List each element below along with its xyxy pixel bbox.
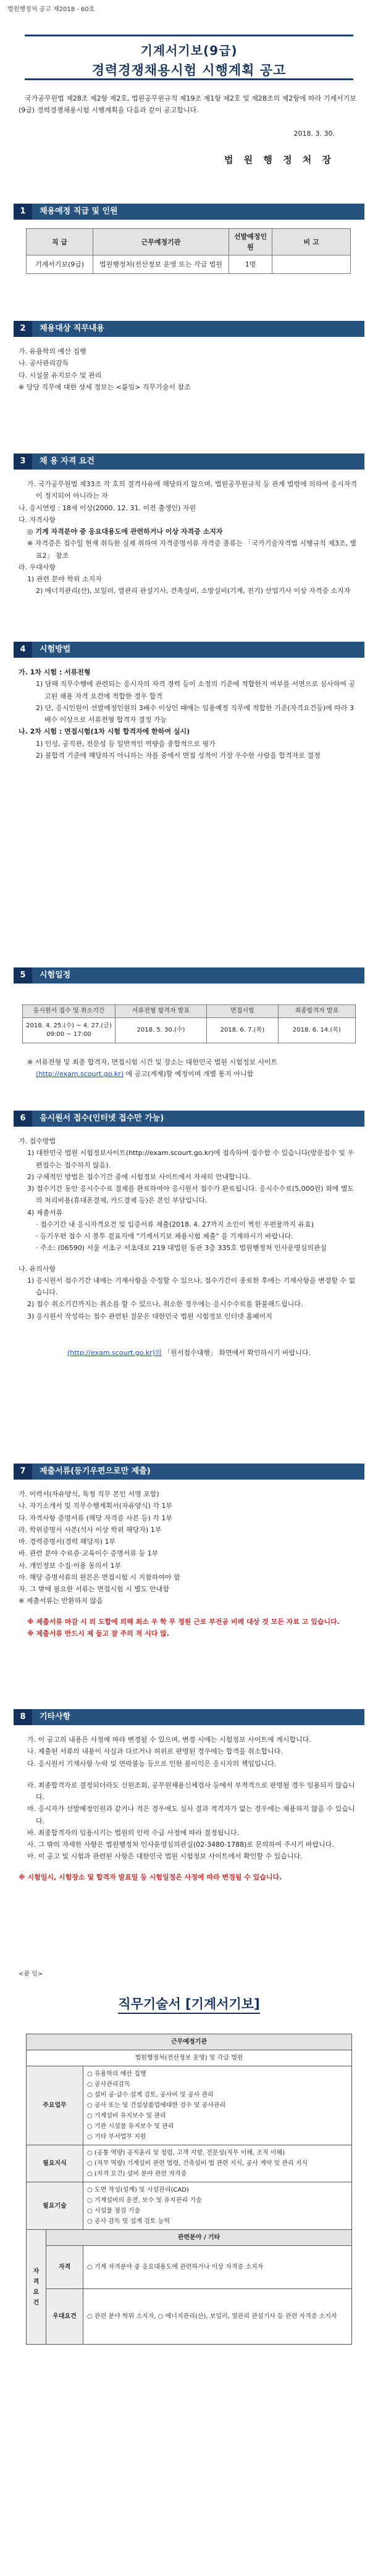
- col-header: 비 고: [272, 229, 351, 255]
- col-header: 면접시험: [206, 1005, 278, 1018]
- section-6-body: [19, 1135, 359, 1359]
- section-title: 제출서류(등기우편으로만 제출): [40, 1466, 151, 1476]
- cell-doc-result: 2018. 5. 30.(수): [116, 1018, 207, 1043]
- section-5-header: [14, 967, 364, 984]
- list-item: 바. 관련 분야 수료증·교육이수 증명서류 등 1부: [19, 1549, 159, 1558]
- list-item: 마. 응시자가 선발예정인원과 같거나 적은 경우에도 심사 결과 적격자가 없는 경우에는 채용하지 않을 수 있습니다.: [27, 1805, 355, 1825]
- list-item: 2) 단, 응시인원이 선발예정인원의 3배수 이상인 때에는 임용예정 직무에 적합한 기준(자격요건등)에 따라 3배수 이상으로 서류전형 합격자 결정 가능: [36, 703, 354, 724]
- exam-site-link[interactable]: (http://exam.scourt.go.kr): [36, 1070, 124, 1079]
- row-line: ○ 공사 감독 및 설계 검토 능력: [87, 2218, 170, 2225]
- section-number: 2: [14, 321, 32, 337]
- row-content: ○ 기계 자격분야 중 응요대용도에 관련하거나 이상 자격증 소지자: [83, 2246, 352, 2289]
- list-item: 마. 경력증명서(경력 해당자) 1부: [19, 1538, 116, 1546]
- warning-note: ※ 제출서류 마감 시 의 도합에 의해 최소 우 학 무 정원 근로 부전공 비례 대상 것 모든 자료 고 있습니다.: [27, 1617, 340, 1626]
- row-label: 주요업무: [27, 2066, 83, 2145]
- list-item: 나. 자기소개서 및 직무수행계획서(자유양식) 각 1부: [19, 1502, 173, 1510]
- list-item: 가. 이 공고의 내용은 사정에 따라 변경될 수 있으며, 변경 시에는 시험정보 사이트에 게시합니다.: [27, 1736, 311, 1744]
- row-line: ○ 기계설비의 운전, 보수 및 유지관리 기술: [87, 2197, 202, 2204]
- row-label: 자격: [46, 2246, 83, 2289]
- list-item: 2) 구체적인 방법은 접수기간 중에 시험정보 사이트에서 자세히 안내합니다.: [27, 1172, 251, 1181]
- list-item: 다. 자격사항: [19, 515, 56, 524]
- section-4-header: [14, 642, 364, 658]
- row-line: ○ 유용학의 예산 집행: [87, 2071, 146, 2077]
- jobdesc-org: 법원행정처(전산정보 운영) 및 각급 법원: [27, 2050, 352, 2066]
- section-6-header: [14, 1111, 364, 1127]
- list-item: 2) 접수 취소기간까지는 취소를 할 수 있으나, 취소한 경우에는 응시수수료를 환불해드립니다.: [27, 1300, 303, 1309]
- row-content: [83, 2066, 352, 2145]
- section-title: 시험방법: [40, 644, 71, 654]
- notice-title-box: [25, 35, 353, 80]
- signer: 법 원 행 정 처 장: [224, 154, 335, 165]
- exam-site-link[interactable]: (http://exam.scourt.go.kr)의: [67, 1348, 162, 1357]
- col-header: 선발예정인원: [229, 229, 272, 255]
- section-3-body: [19, 478, 359, 597]
- position-table: [26, 228, 351, 274]
- note-text: 에 공고(게재)할 예정이며 개별 통지 아니함: [125, 1070, 254, 1079]
- intro-text: 국가공무원법 제28조 제2항 제2호, 법원공무원규칙 제19조 제1항 제2호 및 제28조의 제2항에 따라 기계서기보(9급) 경력경쟁채용시험 시행계획을 다음과 같이 공고합니다.: [19, 94, 356, 115]
- list-item: 나. 공사관리감독: [19, 359, 69, 368]
- list-item: 가. 유용학의 예산 집행: [19, 347, 86, 355]
- section-8-header: [14, 1709, 364, 1725]
- list-item: 라. 우대사항: [19, 563, 56, 571]
- section-4-body: [19, 666, 359, 761]
- list-item: · 등기우편 접수 시 봉투 겉표지에 "기계서기보 채용시험 제출" 을 기재하시기 바랍니다.: [36, 1232, 293, 1240]
- section-number: 1: [14, 204, 32, 220]
- jobdesc-title: [0, 1994, 378, 2015]
- cell-final-result: 2018. 6. 14.(목): [278, 1018, 355, 1043]
- row-line: ○ 기관 시설물 유지보수 및 관리: [87, 2123, 174, 2130]
- cell-apply-period: 2018. 4. 25.(수) ~ 4. 27.(금) 09:00 ~ 17:00: [23, 1018, 116, 1043]
- attachment-label: <붙 임>: [19, 1971, 43, 1978]
- cell-org: 법원행정처(전산정보 운영 또는 각급 법원: [93, 255, 229, 274]
- row-line: ○ 도면 작성(설계) 및 시설관리(CAD): [87, 2187, 189, 2193]
- note-text: ※ 서류전형 및 최종 합격자, 면접시험 시간 및 장소는 대한민국 법원 시험정보 사이트: [27, 1058, 278, 1066]
- row-content: [83, 2145, 352, 2182]
- section-number: 8: [14, 1709, 32, 1725]
- warning-note: ※ 제출서류 반드시 제 들고 잘 주의 적 시다 않.: [27, 1629, 169, 1638]
- cell-grade: 기계서기보(9급): [27, 255, 93, 274]
- list-item: 가. 1차 시험 : 서류전형: [19, 668, 91, 676]
- list-item: 4) 제출서류: [27, 1208, 63, 1217]
- list-item: 아. 해당 증명서류의 원본은 면접시험 시 지참하여야 함: [19, 1573, 180, 1581]
- schedule-table: [22, 1004, 356, 1043]
- list-item: 1) 응시원서 접수기간 내에는 기재사항을 수정할 수 있으나, 접수기간이 종료한 후에는 기재사항을 변경할 수 없습니다.: [27, 1276, 356, 1296]
- section-1-header: [14, 204, 364, 220]
- section-title: 채용예정 직급 및 인원: [40, 206, 118, 216]
- list-item: 가. 접수방법: [19, 1137, 56, 1145]
- row-line: ○ 설비 공·급수 설계 검토, 공사비 및 공사 관리: [87, 2092, 214, 2098]
- section-2-header: [14, 321, 364, 337]
- list-item: 3) 응시원서 작성하는 접수 관련된 질문은 대한민국 법원 시험정보 인터넷 홈페이지: [27, 1312, 272, 1320]
- list-item: 다. 시설물 유지보수 및 관리: [19, 371, 102, 379]
- col-header: 응시원서 접수 및 취소기간: [23, 1005, 116, 1018]
- list-item: 나. 유의사항: [19, 1264, 56, 1273]
- section-title: 시험일정: [40, 970, 71, 980]
- list-item: 라. 최종합격자로 결정되더라도 신원조회, 공무원채용신체검사 등에서 부적격으로 판명될 경우 임용되지 않습니다.: [27, 1781, 355, 1801]
- list-item: 다. 자격사항 증명서류 (해당 자격증 사본 등) 각 1부: [19, 1514, 172, 1522]
- row-line: ○ (직무 역량) 기계설비 관련 법령, 건축설비 법 관련 지식, 공사 계약 및 관리 지식: [87, 2160, 308, 2167]
- list-item: · 접수기간 내 응시자격요건 및 입증서류 제출(2018. 4. 27까지 소인이 찍힌 우편물까지 유효): [36, 1220, 314, 1228]
- title-line2: 경력경쟁채용시험 시행계획 공고: [91, 63, 287, 78]
- list-item: 1) 관련 분야 학위 소지자: [27, 575, 102, 583]
- title-line1: 기계서기보(9급): [140, 43, 238, 58]
- list-item: 바. 최종합격자의 임용시기는 법원의 인력 수급 사정에 따라 결정됩니다.: [27, 1828, 240, 1837]
- section-number: 4: [14, 642, 32, 658]
- section-7-body: [19, 1488, 359, 1639]
- row-label: 필요기술: [27, 2182, 83, 2230]
- jobdesc-table: [26, 2034, 352, 2345]
- section-number: 7: [14, 1464, 32, 1480]
- row-label: 우대요건: [46, 2289, 83, 2345]
- cell-count: 1명: [229, 255, 272, 274]
- list-item: 가. 이력서(자유양식, 특정 직무 본인 서명 포함): [19, 1490, 159, 1498]
- row-content: [83, 2182, 352, 2230]
- list-item: 1) 인성, 공직관, 전문성 등 일반적인 역량을 종합적으로 평가: [36, 739, 216, 748]
- row-content: ○ 관련 분야 학위 소지자, ○ 에너지관리(산), 보일러, 열관리 관설기사 등 관련 자격증 소지자: [83, 2289, 352, 2345]
- row-label: 필요지식: [27, 2145, 83, 2182]
- note: ※ 자격증은 접수일 현재 취득한 실제 취하여 자격증명서류 자격증 종류는 「국가기술자격법 시행규칙 제3조, 별표2」 참조: [27, 539, 357, 560]
- spacer: [19, 1770, 359, 1779]
- section-title: 기타사항: [40, 1712, 71, 1721]
- section-title: 채용대상 직무내용: [40, 323, 104, 333]
- col-header: 최종합격자 발표: [278, 1005, 355, 1018]
- list-item: 「원서접수대행」 화면에서 확인하시기 바랍니다.: [164, 1348, 311, 1357]
- cell-note: [272, 255, 351, 274]
- list-item: 나. 응시연령 : 18세 이상(2000. 12. 31. 이전 출생인) 자원: [19, 503, 196, 512]
- competency-head: 관련분야 / 기타: [46, 2230, 352, 2246]
- list-item: 2) 에너지관리(산), 보일러, 열관리 관설기사, 건축설비, 소방설비(기계, 전기) 산업기사 이상 자격증 소지자: [36, 587, 351, 595]
- list-item: 1) 담해 직무수행에 관련되는 응시자의 자격 경력 등이 소정의 기준에 적합한지 여부를 서면으로 심사하여 공고된 채용 자격 요건에 적합한 경우 합격: [36, 680, 356, 700]
- list-item: 나. 2차 시험 : 면접시험(1차 시험 합격자에 한하여 실시): [19, 727, 190, 736]
- list-item: 자. 그 밖에 필요한 서류는 면접시험 시 별도 안내함: [19, 1585, 169, 1593]
- list-item: 3) 접수기간 동안 응시수수료 결제를 완료하여야 응시원서 접수가 완료됩니다. 응시수수료(5,000원) 외에 별도의 처리비용(휴대폰결제, 카드결제 등)은 본인 부담입니다.: [27, 1185, 354, 1205]
- col-header: 직 급: [27, 229, 93, 255]
- jobdesc-title-text: 직무기술서 [기계서기보]: [118, 1997, 259, 2014]
- section-title: 응시원서 접수(인터넷 접수만 가능): [40, 1113, 164, 1123]
- list-item: ※ 제출서류는 반환하지 않음: [19, 1597, 103, 1605]
- schedule-note: [19, 1056, 359, 1080]
- section-7-header: [14, 1464, 364, 1480]
- section-2-body: [19, 346, 359, 393]
- list-item: · 주소: (06590) 서울 서초구 서초대로 219 대법원 동관 3층 335호 법원행정처 인사운영심의관실: [36, 1244, 327, 1253]
- row-line: ○ 기타 부서업무 지원: [87, 2134, 146, 2140]
- section-title: 채 용 자격 요건: [40, 456, 94, 466]
- section-number: 6: [14, 1111, 32, 1127]
- section-3-header: [14, 453, 364, 470]
- notice-number: 법원행정처 공고 제2018 - 60호: [7, 6, 95, 13]
- warning-note: ※ 시험일시, 시험장소 및 합격자 발표일 등 시험일정은 사정에 따라 변경될 수 있습니다.: [19, 1873, 282, 1881]
- row-line: ○ 공사 또는 및 건설상품업에대한 검수 및 공사관리: [87, 2102, 226, 2109]
- list-item: 사. 그 밖의 자세한 사항은 법원행정처 인사운영심의관실(02-3480-1788)로 문의하여 주시기 바랍니다.: [27, 1841, 334, 1849]
- list-item: 2) 불합격 기준에 해당하지 아니하는 자를 중에서 면접 성적이 가장 우수한 사람을 합격자로 결정: [36, 751, 321, 760]
- list-item: ◎ 기계 자격분야 중 응요대용도에 관련하거나 이상 자격증 소지자: [27, 528, 223, 536]
- vertical-label: 자격요건: [27, 2230, 46, 2345]
- section-8-body: [19, 1734, 359, 1883]
- row-line: ○ 공사관리감독: [87, 2081, 130, 2088]
- col-header: 서류전형 합격자 발표: [116, 1005, 207, 1018]
- list-item: 가. 국가공무원법 제33조 각 호의 결격사유에 해당하지 않으며, 법원공무원규칙 등 관계 법령에 의하여 응시자격이 정지되어 아니라는 자: [27, 480, 357, 500]
- list-item: 1) 대한민국 법원 시험정보사이트(http://exam.scourt.go.kr)에 접속하여 접수함 수 있습니다(방문접수 및 우편접수는 접수하지 않음).: [27, 1149, 355, 1169]
- list-item: 다. 응시원서 기재사항 누락 및 연락불능 등으로 인한 불이익은 응시자의 책임입니다.: [27, 1759, 277, 1768]
- cell-interview: 2018. 6. 7.(목): [206, 1018, 278, 1043]
- row-line: ○ 시설물 점검 기술: [87, 2208, 140, 2214]
- list-item: 사. 개인정보 수집·이용 동의서 1부: [19, 1561, 122, 1570]
- note: ※ 당당 직무에 대한 상세 정보는 <붙임> 직무기술서 참조: [19, 383, 191, 391]
- row-line: ○ 기계설비 유지보수 및 관리: [87, 2113, 166, 2119]
- list-item: 나. 제출된 서류의 내용이 사실과 다르거나 허위로 판명된 경우에는 합격을 취소합니다.: [27, 1747, 283, 1756]
- col-header: 근무예정기관: [93, 229, 229, 255]
- list-item: 아. 이 공고 및 시험과 관련된 사항은 대한민국 법원 시험정보 사이트에서 확인할 수 있습니다.: [27, 1852, 303, 1861]
- section-number: 5: [14, 967, 32, 984]
- section-number: 3: [14, 453, 32, 470]
- row-line: ○ (공통 역량) 공직윤리 및 청렴, 고객 지향, 전문성(직무 이해, 조직 이해): [87, 2150, 285, 2156]
- notice-date: 2018. 3. 30.: [293, 130, 335, 138]
- row-line: ○ (자격 요건) 설비 분야 관련 자격증: [87, 2171, 187, 2177]
- jobdesc-head: 근무예정기관: [27, 2034, 352, 2050]
- list-item: 라. 학위증명서 사본(석사 이상 학위 해당자) 1부: [19, 1525, 162, 1534]
